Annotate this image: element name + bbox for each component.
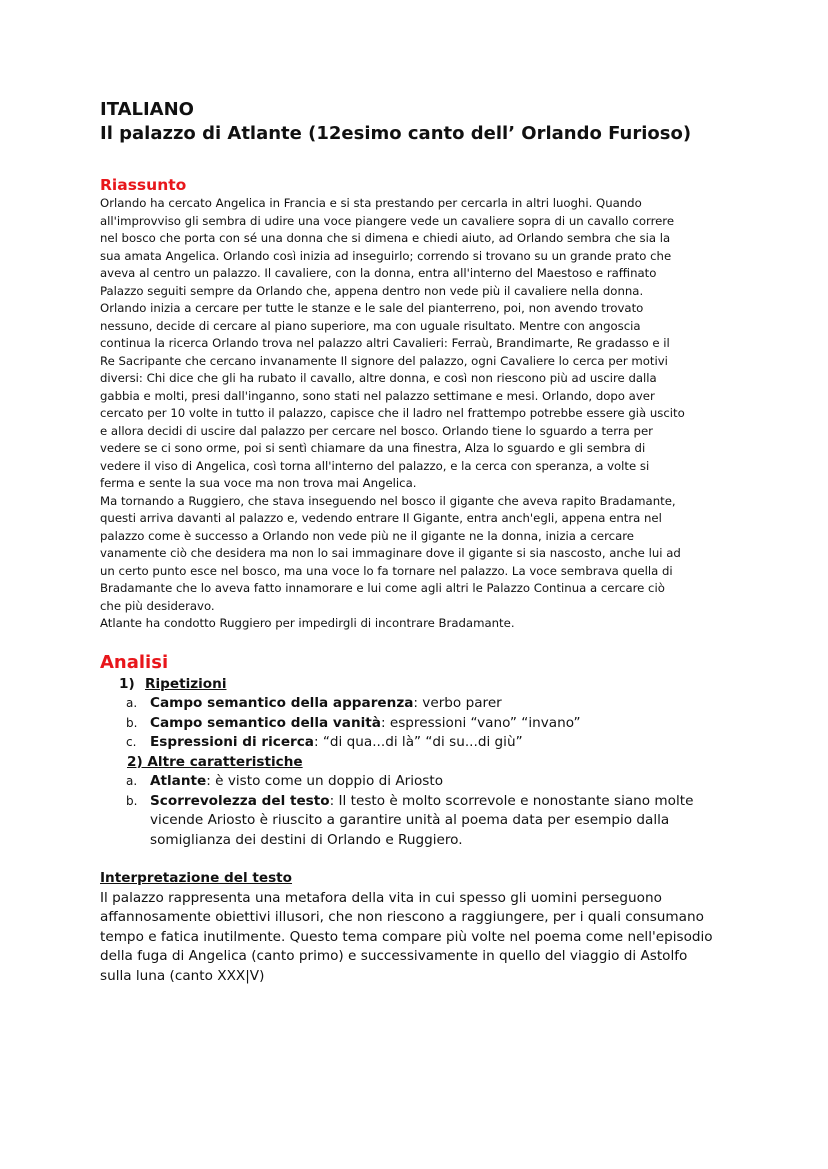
text-line: tempo e fatica inutilmente. Questo tema compare più volte nel poema come nell'episodio	[100, 928, 713, 945]
list-item	[100, 792, 800, 812]
list-item	[100, 714, 800, 734]
text-line: sua amata Angelica. Orlando così inizia ad inseguirlo; correndo si trovano su un grande prato che	[100, 248, 672, 263]
text-line: sulla luna (canto XXX|V)	[100, 967, 265, 984]
text-line: nessuno, decide di cercare al piano superiore, ma con uguale risultato. Mentre con angoscia	[100, 318, 641, 333]
analysis-heading: Analisi	[100, 651, 169, 673]
section-number: 1)	[119, 675, 135, 692]
list-term: Espressioni di ricerca	[150, 734, 314, 750]
text-line: all'improvviso gli sembra di udire una voce piangere vede un cavaliere sopra di un cavallo correre	[100, 213, 675, 228]
list-text: : Il testo è molto scorrevole e nonostante siano molte	[329, 792, 694, 809]
text-line: che più desideravo.	[100, 598, 215, 613]
text-line: e allora decidi di uscire dal palazzo per cercare nel bosco. Orlando tiene lo sguardo a terra per	[100, 423, 653, 438]
text-line: vicende Ariosto è riuscito a garantire unità al poema data per esempio dalla	[150, 812, 670, 828]
text-line: Re Sacripante che cercano invanamente Il signore del palazzo, ogni Cavaliere lo cerca per motivi	[100, 353, 668, 368]
interpretation-text	[100, 889, 800, 987]
section-repetitions	[100, 675, 800, 695]
repetitions-list	[100, 694, 800, 753]
list-letter: c.	[126, 735, 137, 749]
section-other	[100, 753, 800, 773]
text-line: della fuga di Angelica (canto primo) e successivamente in quello del viaggio di Astolfo	[100, 948, 688, 964]
text-line: gabbia e molti, presi dall'inganno, sono stati nel palazzo settimane e mesi. Orlando, dopo aver	[100, 388, 655, 403]
text-line: vedere se ci sono orme, poi si sentì chiamare da una finestra, Alza lo sguardo e gli sembra di	[100, 441, 646, 455]
text-line: un certo punto esce nel bosco, ma una voce lo fa tornare nel palazzo. La voce sembrava quella di	[100, 563, 673, 578]
list-letter: a.	[126, 774, 138, 788]
section-title: Ripetizioni	[145, 675, 227, 692]
text-line: vanamente ciò che desidera ma non lo sai immaginare dove il gigante si sia nascosto, anche lui ad	[100, 546, 681, 560]
text-line: diversi: Chi dice che gli ha rubato il cavallo, altre donna, e così non riescono più ad uscire dalla	[100, 371, 657, 385]
interpretation-heading: Interpretazione del testo	[100, 870, 293, 886]
list-text: : verbo parer	[413, 695, 502, 711]
subject-heading: ITALIANO	[100, 99, 194, 120]
document-body	[100, 98, 800, 986]
interpretation-section	[100, 869, 800, 986]
list-text: : “di qua...di là” “di su...di giù”	[313, 734, 523, 750]
page-title: Il palazzo di Atlante (12esimo canto dell’ Orlando Furioso)	[100, 123, 692, 144]
summary-section	[100, 175, 800, 633]
text-line: cercato per 10 volte in tutto il palazzo, capisce che il ladro nel frattempo potrebbe essere già uscito	[100, 406, 685, 420]
list-item	[100, 694, 800, 714]
text-line: vedere il viso di Angelica, così torna all'interno del palazzo, e la cerca con speranza, a volte si	[100, 458, 650, 473]
text-line: somiglianza dei destini di Orlando e Ruggiero.	[150, 831, 463, 848]
text-line: Orlando inizia a cercare per tutte le stanze e le sale del pianterreno, poi, non avendo trovato	[100, 301, 644, 315]
list-letter: b.	[126, 715, 138, 730]
other-features-list	[100, 772, 800, 811]
list-term: Scorrevolezza del testo	[150, 792, 330, 809]
section-title: 2) Altre caratteristiche	[127, 753, 303, 770]
text-line: ferma e sente la sua voce ma non trova mai Angelica.	[100, 476, 417, 490]
list-letter: b.	[126, 793, 138, 808]
text-line: palazzo come è successo a Orlando non vede più ne il gigante ne la donna, inizia a cercare	[100, 528, 634, 543]
text-line: aveva al centro un palazzo. Il cavaliere, con la donna, entra all'interno del Maestoso e raffinato	[100, 266, 657, 280]
summary-text	[100, 195, 800, 633]
document-header	[100, 98, 800, 146]
text-line: Ma tornando a Ruggiero, che stava inseguendo nel bosco il gigante che aveva rapito Bradamante,	[100, 493, 676, 508]
text-line: Il palazzo rappresenta una metafora della vita in cui spesso gli uomini perseguono	[100, 889, 662, 906]
summary-heading: Riassunto	[100, 176, 187, 194]
list-text: : è visto come un doppio di Ariosto	[206, 773, 444, 789]
list-letter: a.	[126, 696, 138, 710]
list-item	[100, 772, 800, 792]
text-line: Palazzo seguiti sempre da Orlando che, appena dentro non vede più il cavaliere nella donna.	[100, 283, 644, 298]
text-line: nel bosco che porta con sé una donna che si dimena e chiedi aiuto, ad Orlando sembra che sia la	[100, 231, 671, 245]
text-line: Bradamante che lo aveva fatto innamorare e lui come agli altri le Palazzo Continua a cercare ciò	[100, 581, 665, 595]
text-line: continua la ricerca Orlando trova nel palazzo altri Cavalieri: Ferraù, Brandimarte, Re gradasso e il	[100, 336, 670, 350]
list-item-continuation	[100, 811, 800, 850]
list-item	[100, 733, 800, 753]
text-line: questi arriva davanti al palazzo e, vedendo entrare Il Gigante, entra anch'egli, appena entra nel	[100, 511, 662, 525]
analysis-section	[100, 651, 800, 851]
list-text: : espressioni “vano” “invano”	[380, 714, 581, 731]
text-line: Orlando ha cercato Angelica in Francia e si sta prestando per cercarla in altri luoghi. Quando	[100, 196, 642, 210]
list-term: Campo semantico della vanità	[150, 714, 381, 731]
text-line: Atlante ha condotto Ruggiero per impedirgli di incontrare Bradamante.	[100, 616, 515, 630]
text-line: affannosamente obiettivi illusori, che non riescono a raggiungere, per i quali consumano	[100, 909, 704, 925]
list-term: Atlante	[150, 773, 207, 789]
list-term: Campo semantico della apparenza	[150, 695, 414, 711]
